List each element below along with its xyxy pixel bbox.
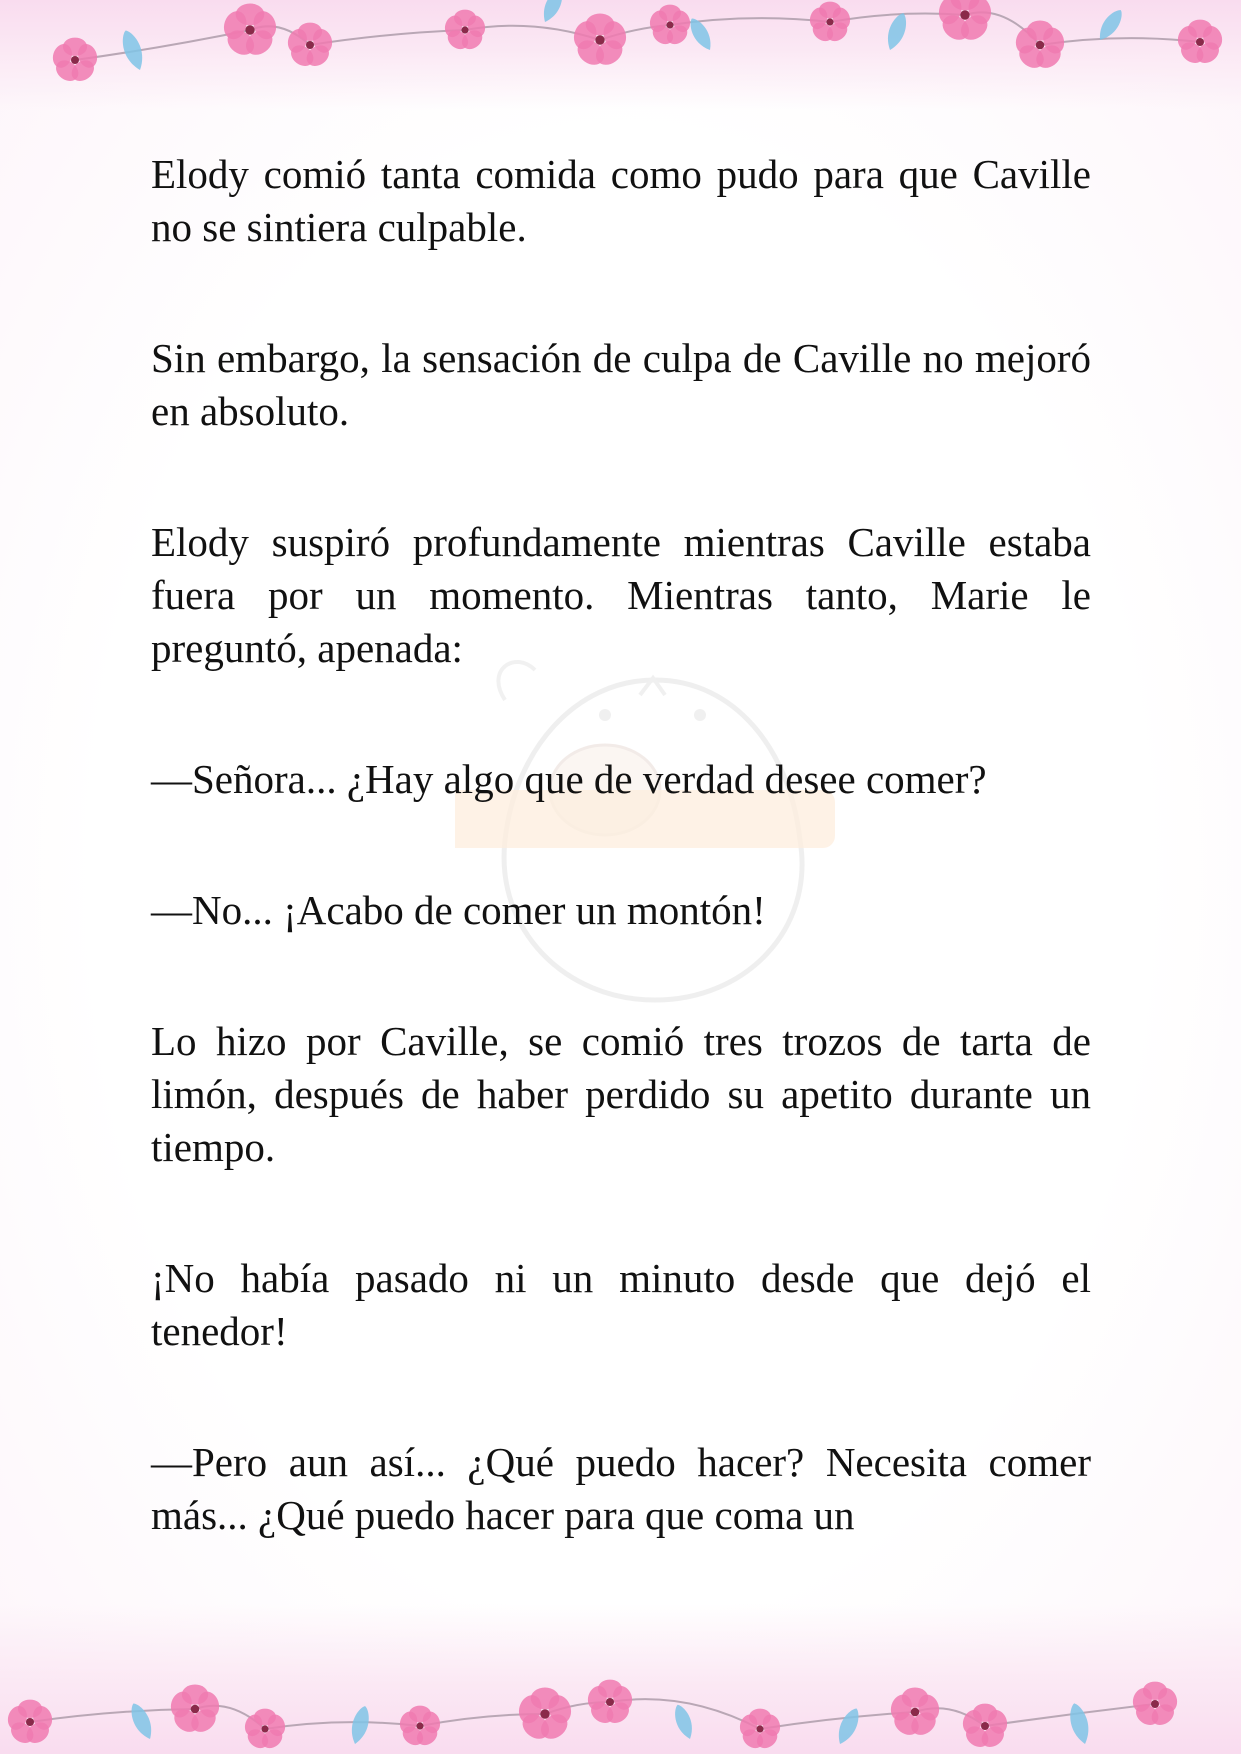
pink-flower-icon [285, 23, 335, 71]
blue-leaf-icon [1066, 1701, 1093, 1746]
story-text [151, 148, 1091, 1620]
pink-flower-icon [50, 38, 100, 86]
paragraph-3: Elody suspiró profundamente mientras Caville estaba fuera por un momento. Mientras tanto, Marie le preguntó, apenada: [151, 519, 1091, 671]
flower-stem [265, 1722, 420, 1729]
pink-flower-icon [442, 10, 488, 53]
pink-flower-icon [960, 1704, 1010, 1752]
pink-flower-icon [220, 4, 279, 60]
flower-stem [75, 30, 250, 60]
dialogue-line-1: —Señora... ¿Hay algo que de verdad desee comer? [151, 756, 987, 802]
dialogue-line-3: —Pero aun así... ¿Qué puedo hacer? Necesita comer más... ¿Qué puedo hacer para que coma un [151, 1439, 1091, 1538]
blue-leaf-icon [348, 1704, 373, 1746]
pink-flower-icon [5, 1700, 55, 1748]
bottom-flower-garland [0, 1604, 1241, 1754]
dialogue-line-2: —No... ¡Acabo de comer un montón! [151, 887, 766, 933]
flower-stem [310, 30, 465, 45]
blue-leaf-icon [126, 1700, 156, 1742]
paragraph-7: ¡No había pasado ni un minuto desde que dejó el tenedor! [151, 1255, 1091, 1354]
pink-flower-icon [585, 1680, 635, 1728]
blue-leaf-icon [883, 11, 911, 53]
pink-flower-icon [1130, 1682, 1180, 1730]
flower-stem [30, 1709, 195, 1722]
pink-flower-icon [515, 1688, 574, 1744]
paragraph-6: Lo hizo por Caville, se comió tres trozos de tarta de limón, después de haber perdido su apetito durante un tiempo. [151, 1018, 1091, 1170]
paragraph-2: Sin embargo, la sensación de culpa de Caville no mejoró en absoluto. [151, 335, 1091, 434]
pink-flower-icon [242, 1709, 288, 1752]
bottom-floral-border [0, 1604, 1241, 1754]
blue-leaf-icon [539, 0, 567, 25]
blue-leaf-icon [833, 1705, 863, 1747]
pink-flower-icon [1175, 20, 1225, 68]
paragraph-1: Elody comió tanta comida como pudo para que Caville no se sintiera culpable. [151, 151, 1091, 250]
pink-flower-icon [647, 5, 693, 48]
top-floral-border [0, 0, 1241, 110]
top-flower-garland [0, 0, 1241, 110]
pink-flower-icon [570, 14, 629, 70]
pink-flower-icon [935, 0, 994, 45]
pink-flower-icon [168, 1685, 223, 1737]
pink-flower-icon [807, 2, 853, 45]
pink-flower-icon [888, 1688, 943, 1740]
flower-stem [985, 1704, 1155, 1726]
blue-leaf-icon [671, 1702, 697, 1741]
pink-flower-icon [397, 1706, 443, 1749]
pink-flower-icon [737, 1709, 783, 1752]
